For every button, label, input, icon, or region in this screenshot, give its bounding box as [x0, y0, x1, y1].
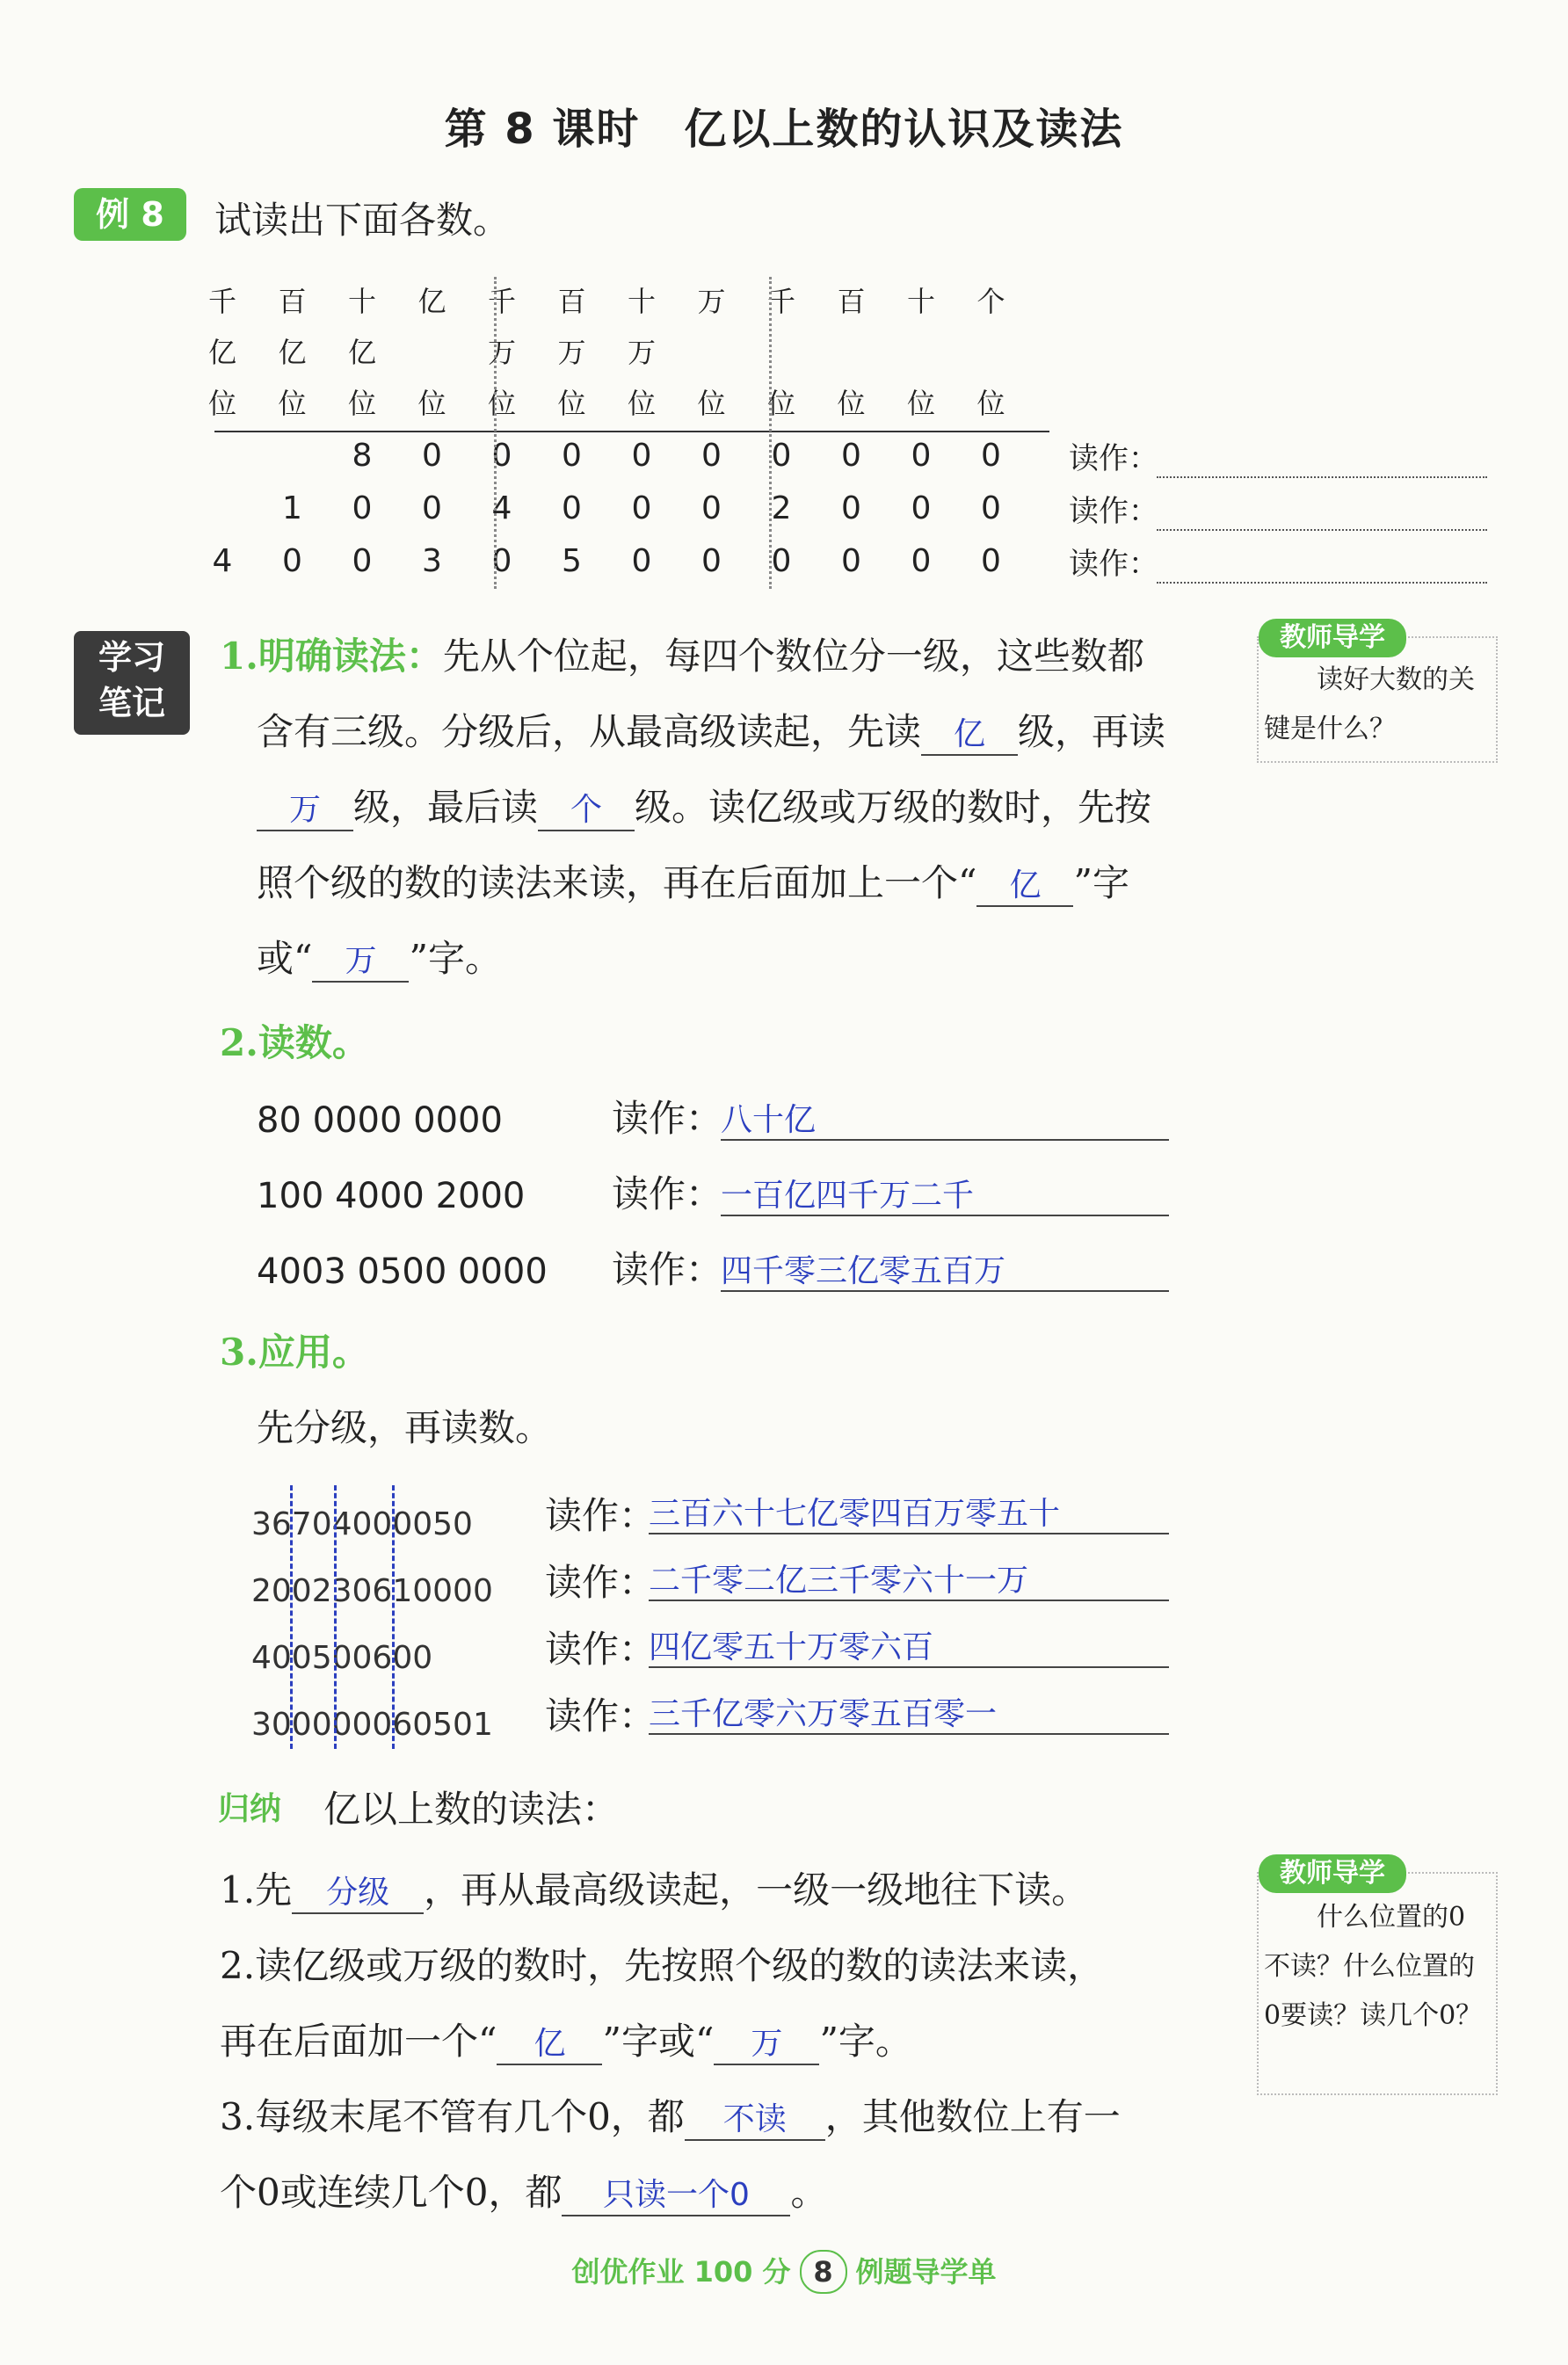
digit-cell: 5	[562, 543, 582, 579]
footer-book-title: 创优作业 100 分	[571, 2255, 791, 2289]
digit-cell: 0	[631, 490, 652, 526]
level-separator	[494, 277, 497, 589]
summary-title: 亿以上数的读法：	[323, 1788, 620, 1831]
number: 400500600	[251, 1640, 433, 1676]
read-as-label: 读作：	[545, 1561, 657, 1604]
text: 或“	[257, 937, 313, 980]
footer	[0, 2250, 1568, 2294]
digit-cell: 0	[981, 543, 1001, 579]
answer-line[interactable]: 三百六十七亿零四百万零五十	[649, 1489, 1169, 1534]
read-as-label: 读作：	[1069, 441, 1158, 476]
digit-cell: 0	[422, 438, 442, 474]
digit-cell: 3	[422, 543, 442, 579]
read-as-label: 读作：	[612, 1097, 723, 1140]
answer-blank[interactable]: 亿	[921, 715, 1018, 756]
place-header-char: 百	[557, 285, 586, 318]
digit-cell: 0	[981, 490, 1001, 526]
digit-cell: 8	[352, 438, 373, 474]
place-header-char: 千	[207, 285, 236, 318]
digit-cell: 0	[911, 438, 932, 474]
text: 1.先	[220, 1868, 293, 1912]
place-header-char: 千	[766, 285, 795, 318]
digit-cell: 0	[562, 438, 582, 474]
study-notes-tag-line1: 学习	[98, 638, 165, 677]
text: ”字或“	[602, 2020, 715, 2063]
text: 再在后面加一个“	[220, 2020, 497, 2063]
answer-blank[interactable]: 个	[538, 791, 635, 831]
answer-blank[interactable]: 分级	[292, 1874, 424, 1914]
section-3-title: 3.应用。	[220, 1331, 369, 1374]
read-as-label: 读作：	[1069, 494, 1158, 529]
digit-cell: 0	[701, 438, 722, 474]
answer-line[interactable]	[1157, 529, 1487, 531]
read-as-label: 读作：	[545, 1694, 657, 1737]
study-notes-tag	[74, 631, 190, 735]
number: 200230610000	[251, 1573, 493, 1609]
digit-cell: 0	[282, 543, 302, 579]
place-header-char: 万	[487, 336, 516, 369]
answer-line[interactable]: 四亿零五十万零六百	[649, 1622, 1169, 1668]
page-number: 8	[800, 2250, 847, 2294]
place-header-char: 位	[766, 387, 795, 420]
place-header-char: 位	[347, 387, 376, 420]
answer-blank[interactable]: 亿	[497, 2025, 602, 2065]
answer-blank[interactable]: 不读	[685, 2100, 825, 2141]
place-header-char: 位	[417, 387, 446, 420]
summary-tag: 归纳	[218, 1791, 282, 1827]
answer-line[interactable]	[1157, 476, 1487, 478]
digit-cell: 0	[771, 438, 792, 474]
table-divider	[214, 431, 1049, 432]
text: 3.每级末尾不管有几个0，都	[220, 2095, 685, 2138]
text: ”字。	[819, 2020, 912, 2063]
place-header-char: 十	[627, 285, 656, 318]
text: 级，再读	[1018, 710, 1166, 753]
place-header-char: 位	[487, 387, 516, 420]
digit-cell: 2	[771, 490, 792, 526]
answer-line[interactable]	[1157, 582, 1487, 584]
digit-cell: 0	[701, 543, 722, 579]
place-header-char: 十	[906, 285, 935, 318]
place-header-char: 位	[627, 387, 656, 420]
place-header-char: 十	[347, 285, 376, 318]
digit-cell: 4	[491, 490, 512, 526]
digit-cell: 0	[911, 543, 932, 579]
number: 36704000050	[251, 1506, 473, 1542]
digit-cell: 4	[212, 543, 233, 579]
section-1	[220, 619, 1239, 997]
digit-cell: 0	[981, 438, 1001, 474]
answer-line[interactable]: 八十亿	[721, 1095, 1169, 1141]
text: 。	[790, 2171, 828, 2214]
place-header-char: 万	[697, 285, 726, 318]
example-tag: 例 8	[74, 188, 186, 241]
split-mark	[392, 1485, 395, 1749]
summary-list	[220, 1853, 1239, 2231]
place-header-char: 千	[487, 285, 516, 318]
digit-cell: 0	[352, 543, 373, 579]
answer-line[interactable]: 四千零三亿零五百万	[721, 1246, 1169, 1292]
text: 含有三级。分级后，从最高级读起，先读	[257, 710, 922, 753]
study-notes-tag-line2: 笔记	[98, 684, 165, 722]
read-as-label: 读作：	[1069, 547, 1158, 582]
teacher-guide-text: 读好大数的关键是什么？	[1264, 664, 1475, 744]
footer-section: 例题导学单	[855, 2255, 997, 2289]
digit-cell: 0	[771, 543, 792, 579]
text: ，其他数位上有一	[824, 2095, 1121, 2138]
place-header-char: 位	[837, 387, 866, 420]
place-header-char: 亿	[347, 336, 376, 369]
place-header-char: 百	[837, 285, 866, 318]
place-header-char: 亿	[207, 336, 236, 369]
read-as-label: 读作：	[612, 1172, 723, 1215]
teacher-guide-tag: 教师导学	[1259, 1854, 1406, 1893]
number: 300000060501	[251, 1707, 493, 1743]
place-header-char: 位	[697, 387, 726, 420]
digit-cell: 0	[841, 543, 861, 579]
place-header-char: 位	[207, 387, 236, 420]
split-mark	[334, 1485, 337, 1749]
place-header-char: 万	[557, 336, 586, 369]
number: 4003 0500 0000	[257, 1251, 548, 1292]
text: 先从个位起，每四个数位分一级，这些数都	[442, 635, 1144, 678]
number: 100 4000 2000	[257, 1176, 526, 1216]
text: ”字。	[409, 937, 502, 980]
text: ”字	[1073, 861, 1129, 904]
page-title: 第 8 课时 亿以上数的认识及读法	[444, 105, 1124, 154]
digit-cell: 0	[841, 438, 861, 474]
read-as-label: 读作：	[612, 1248, 723, 1291]
teacher-guide-text: 什么位置的0不读？什么位置的0要读？读几个0？	[1264, 1902, 1483, 2031]
teacher-guide-tag: 教师导学	[1259, 619, 1406, 657]
answer-line[interactable]: 一百亿四千万二千	[721, 1171, 1169, 1216]
text: 级。读亿级或万级的数时，先按	[635, 786, 1152, 829]
text: 照个级的数的读法来读，再在后面加上一个“	[257, 861, 977, 904]
answer-blank[interactable]: 亿	[976, 867, 1073, 907]
digit-cell: 0	[562, 490, 582, 526]
digit-cell: 0	[841, 490, 861, 526]
digit-cell: 0	[631, 543, 652, 579]
digit-cell: 0	[491, 438, 512, 474]
text: 级，最后读	[353, 786, 539, 829]
digit-cell: 0	[701, 490, 722, 526]
answer-blank[interactable]: 万	[257, 791, 353, 831]
place-header-char: 个	[976, 285, 1005, 318]
example-instruction: 试读出下面各数。	[214, 199, 511, 242]
digit-cell: 0	[631, 438, 652, 474]
digit-cell: 0	[422, 490, 442, 526]
answer-line[interactable]: 三千亿零六万零五百零一	[649, 1689, 1169, 1735]
place-header-char: 位	[278, 387, 307, 420]
answer-blank[interactable]: 只读一个0	[562, 2176, 790, 2216]
place-header-char: 亿	[278, 336, 307, 369]
split-mark	[290, 1485, 293, 1749]
digit-cell: 0	[911, 490, 932, 526]
number: 80 0000 0000	[257, 1100, 503, 1141]
teacher-guide-box	[1257, 1872, 1498, 2095]
section-2-title: 2.读数。	[220, 1021, 369, 1064]
place-header-char: 万	[627, 336, 656, 369]
section-1-title: 1.明确读法：	[220, 635, 443, 678]
digit-cell: 1	[282, 490, 302, 526]
digit-cell: 0	[352, 490, 373, 526]
text: ，再从最高级读起，一级一级地往下读。	[424, 1868, 1089, 1912]
place-header-char: 亿	[417, 285, 446, 318]
digit-cell: 0	[491, 543, 512, 579]
read-as-label: 读作：	[545, 1494, 657, 1537]
level-separator	[769, 277, 772, 589]
answer-blank[interactable]: 万	[312, 942, 409, 983]
place-header-char: 位	[557, 387, 586, 420]
place-header-char: 位	[976, 387, 1005, 420]
place-header-char: 百	[278, 285, 307, 318]
section-3-text: 先分级，再读数。	[257, 1406, 553, 1449]
answer-blank[interactable]: 万	[714, 2025, 819, 2065]
read-as-label: 读作：	[545, 1628, 657, 1671]
text: 2.读亿级或万级的数时，先按照个级的数的读法来读，	[220, 1944, 1105, 1987]
answer-line[interactable]: 二千零二亿三千零六十一万	[649, 1556, 1169, 1601]
text: 个0或连续几个0，都	[220, 2171, 563, 2214]
place-header-char: 位	[906, 387, 935, 420]
